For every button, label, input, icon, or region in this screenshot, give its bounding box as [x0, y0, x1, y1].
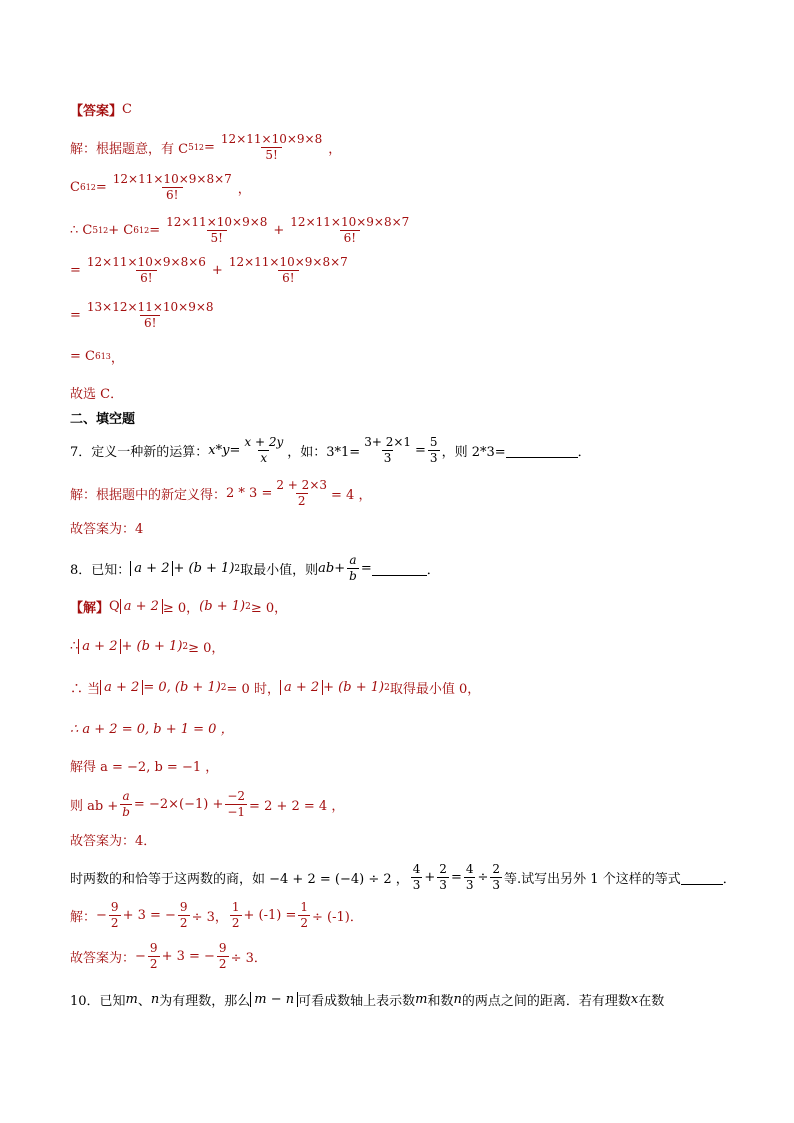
answer-q7 — [70, 518, 143, 537]
text: 故选 C． — [70, 387, 124, 402]
sup: 6 — [94, 351, 101, 362]
text: = 0 时， — [226, 682, 280, 697]
denominator: 5! — [261, 147, 281, 163]
fraction — [298, 900, 310, 931]
denominator: 6! — [136, 270, 156, 286]
absolute-value: a + 2 — [280, 680, 323, 696]
question-10 — [70, 990, 664, 1009]
fraction — [225, 255, 352, 286]
solution-q6-conclusion — [70, 383, 123, 402]
denominator: 2 — [218, 957, 227, 971]
absolute-value: m − n — [250, 992, 298, 1008]
denominator: 3 — [383, 451, 392, 465]
denominator: b — [122, 805, 130, 819]
text: ， — [110, 351, 124, 366]
fraction — [120, 789, 132, 820]
denominator: 2 — [110, 916, 119, 930]
text: 的两点之间的距离．若有理数 — [461, 994, 631, 1009]
solution-q6-line3 — [70, 215, 415, 246]
text: ∴ C — [70, 223, 93, 238]
text: + (b + 1) — [121, 639, 183, 654]
text: 解： — [70, 910, 97, 925]
text: 和数 — [427, 994, 454, 1009]
numerator: 2 — [492, 862, 501, 876]
text: 二、填空题 — [70, 412, 136, 427]
numerator: −2 — [227, 789, 246, 803]
text: = −2×(−1) + — [133, 797, 224, 812]
denominator: 6! — [140, 315, 160, 331]
text: = 2 + 2 = 4 ， — [249, 799, 345, 814]
absolute-value: a + 2 — [78, 639, 121, 655]
answer-q8 — [70, 830, 156, 849]
text: ． — [426, 563, 440, 578]
answer-blank[interactable] — [372, 561, 427, 576]
question-8 — [70, 553, 440, 584]
text: 可看成数轴上表示数 — [298, 994, 416, 1009]
solution-q8-line2 — [70, 637, 224, 656]
text: = — [450, 870, 462, 885]
text: ． — [722, 872, 736, 887]
text: ， — [237, 182, 251, 197]
text: = — [70, 308, 81, 323]
text: m — [125, 992, 138, 1007]
text: + — [211, 263, 223, 278]
sub: 12 — [139, 226, 150, 235]
text: n — [453, 992, 462, 1007]
sup: 2 — [245, 601, 251, 612]
solution-q6-line2 — [70, 172, 251, 203]
question-7 — [70, 435, 591, 466]
text: 故答案为： — [70, 951, 136, 966]
denominator: 2 — [300, 916, 308, 930]
numerator: 4 — [412, 862, 421, 876]
denominator: 3 — [429, 451, 438, 465]
text: 为有理数，那么 — [159, 994, 251, 1009]
denominator: x — [260, 451, 268, 465]
text: = 0, (b + 1) — [143, 680, 221, 695]
text: ，则 2*3= — [441, 445, 506, 460]
fraction — [217, 132, 326, 163]
answer-blank[interactable] — [506, 443, 578, 458]
numerator: a — [122, 789, 130, 803]
numerator: 2 + 2×3 — [276, 478, 328, 492]
numerator: 12×11×10×9×8 — [220, 132, 323, 146]
text: = — [360, 561, 372, 576]
text: = — [149, 223, 161, 238]
text: 解得 a = −2, b = −1 ， — [70, 760, 219, 775]
fraction — [225, 789, 247, 820]
text: ≥ 0， — [162, 601, 200, 616]
fraction — [437, 862, 449, 893]
text: + (b + 1) — [323, 680, 385, 695]
text: ∴ a + 2 = 0, b + 1 = 0 ， — [70, 722, 234, 737]
text: 取得最小值 0， — [389, 682, 481, 697]
numerator: 1 — [231, 900, 240, 914]
numerator: 12×11×10×9×8×7 — [228, 255, 348, 269]
sub: 13 — [100, 352, 111, 361]
denominator: 6! — [278, 270, 298, 286]
solution-q6-line1 — [70, 132, 341, 163]
text: ÷ (-1)． — [312, 910, 363, 925]
text: 故答案为：4 — [70, 522, 144, 537]
fraction — [83, 300, 218, 331]
text: − — [96, 908, 107, 923]
fraction — [464, 862, 476, 893]
fraction — [83, 255, 210, 286]
numerator: a — [349, 553, 357, 567]
numerator: 9 — [110, 900, 119, 914]
solution-q7 — [70, 478, 371, 509]
text: 等.试写出另外 1 个这样的等式 — [504, 872, 681, 887]
sup: 2 — [384, 682, 390, 693]
fraction — [411, 862, 423, 893]
text: 【解】 — [70, 601, 110, 616]
text: m — [415, 992, 428, 1007]
text: = — [95, 180, 107, 195]
text: + — [273, 223, 285, 238]
fraction — [362, 435, 413, 466]
numerator: 12×11×10×9×8×6 — [86, 255, 206, 269]
sub: 12 — [98, 226, 109, 235]
text: + — [424, 870, 436, 885]
denominator: 3 — [492, 878, 501, 892]
text: 取最小值，则 — [240, 563, 319, 578]
text: x*y — [208, 443, 230, 458]
fraction — [178, 900, 190, 931]
absolute-value: a + 2 — [130, 561, 173, 577]
denominator: 5! — [207, 230, 227, 246]
sup: 2 — [182, 641, 189, 652]
fraction — [347, 553, 359, 584]
solution-q9 — [70, 900, 363, 931]
section-title — [70, 408, 135, 427]
text: Q — [109, 599, 120, 614]
text: = — [70, 263, 81, 278]
absolute-value: a + 2 — [120, 599, 163, 615]
fraction — [242, 435, 285, 466]
solution-q8-line1 — [70, 597, 287, 616]
text: 解：根据题中的新定义得： — [70, 488, 227, 503]
denominator: 3 — [439, 878, 447, 892]
text: ≥ 0， — [250, 601, 288, 616]
text: 则 ab + — [70, 799, 119, 814]
fraction — [109, 172, 236, 203]
sup: 2 — [234, 563, 241, 574]
text: ∴ — [70, 639, 79, 654]
sup: 2 — [220, 682, 227, 693]
fraction — [428, 435, 440, 466]
numerator: 9 — [149, 941, 158, 955]
fraction — [217, 941, 229, 972]
answer-line-q6 — [70, 100, 132, 119]
denominator: 2 — [149, 957, 158, 971]
denominator: 6! — [340, 230, 360, 246]
sub: 12 — [85, 183, 96, 192]
solution-q8-line5 — [70, 756, 218, 775]
text: 在数 — [638, 994, 665, 1009]
text: 解：根据题意，有 C — [70, 142, 189, 157]
text: C — [70, 180, 80, 195]
text: + 3 = − — [122, 908, 176, 923]
text: 7．定义一种新的运算： — [70, 445, 209, 460]
solution-q6-line5 — [70, 300, 220, 331]
fraction — [162, 215, 271, 246]
text: + (b + 1) — [173, 561, 235, 576]
denominator: −1 — [227, 805, 246, 819]
numerator: 9 — [218, 941, 227, 955]
text: + C — [108, 223, 134, 238]
text: − — [135, 949, 146, 964]
text: = — [204, 140, 215, 155]
fraction — [274, 478, 329, 509]
numerator: 3+ 2×1 — [364, 435, 412, 449]
text: ， — [328, 142, 342, 157]
text: 时两数的和恰等于这两数的商，如 −4 + 2 = (−4) ÷ 2 ， — [70, 872, 409, 887]
sup: 6 — [133, 225, 139, 236]
text: x — [630, 992, 639, 1007]
numerator: 12×11×10×9×8 — [166, 215, 268, 229]
text: ∴ 当 — [70, 682, 101, 697]
text: + 3 = − — [161, 949, 215, 964]
absolute-value: a + 2 — [100, 680, 143, 696]
text: ÷ 3． — [230, 951, 267, 966]
solution-q6-line4 — [70, 255, 354, 286]
numerator: 12×11×10×9×8×7 — [290, 215, 410, 229]
sup: 5 — [188, 142, 194, 153]
answer-q9 — [70, 941, 267, 972]
denominator: 2 — [297, 494, 306, 508]
text: (b + 1) — [199, 599, 246, 614]
denominator: 3 — [465, 878, 474, 892]
numerator: 1 — [300, 900, 308, 914]
numerator: 9 — [179, 900, 188, 914]
denominator: 2 — [231, 916, 240, 930]
solution-q8-line4 — [70, 718, 234, 737]
text: ≥ 0， — [188, 641, 225, 656]
text: 、 — [137, 994, 151, 1009]
text: = — [415, 443, 426, 458]
sup: 6 — [79, 182, 86, 193]
text: ÷ — [477, 870, 489, 885]
answer-value: C — [122, 102, 132, 117]
text: ，如：3*1= — [287, 445, 361, 460]
numerator: 5 — [429, 435, 438, 449]
fraction — [490, 862, 502, 893]
text: ab — [318, 561, 335, 576]
sup: 5 — [92, 225, 99, 236]
fraction — [148, 941, 160, 972]
text: 2 * 3 = — [226, 486, 273, 501]
fraction — [286, 215, 413, 246]
numerator: 2 — [439, 862, 447, 876]
denominator: 6! — [162, 187, 182, 203]
denominator: b — [349, 569, 357, 583]
text: 10．已知 — [70, 994, 126, 1009]
text: ． — [577, 445, 591, 460]
text: 8．已知： — [70, 563, 131, 578]
denominator: 2 — [179, 916, 188, 930]
text: + — [334, 561, 346, 576]
text: 故答案为：4． — [70, 834, 157, 849]
fraction — [230, 900, 242, 931]
text: n — [150, 992, 160, 1007]
sub: 12 — [193, 143, 205, 152]
text: = 4 ， — [331, 488, 372, 503]
answer-blank[interactable] — [681, 870, 723, 885]
denominator: 3 — [412, 878, 421, 892]
question-9 — [70, 862, 736, 893]
text: ÷ 3， — [191, 910, 228, 925]
answer-tag: 【答案】 — [70, 104, 123, 119]
solution-q8-line3 — [70, 678, 480, 697]
numerator: x + 2y — [244, 435, 284, 449]
numerator: 4 — [465, 862, 474, 876]
solution-q8-line6 — [70, 789, 344, 820]
text: = — [229, 443, 241, 458]
text: + (-1) = — [243, 908, 297, 923]
solution-q6-line6 — [70, 347, 124, 366]
text: = C — [70, 349, 95, 364]
numerator: 13×12×11×10×9×8 — [86, 300, 214, 314]
fraction — [109, 900, 121, 931]
numerator: 12×11×10×9×8×7 — [112, 172, 232, 186]
